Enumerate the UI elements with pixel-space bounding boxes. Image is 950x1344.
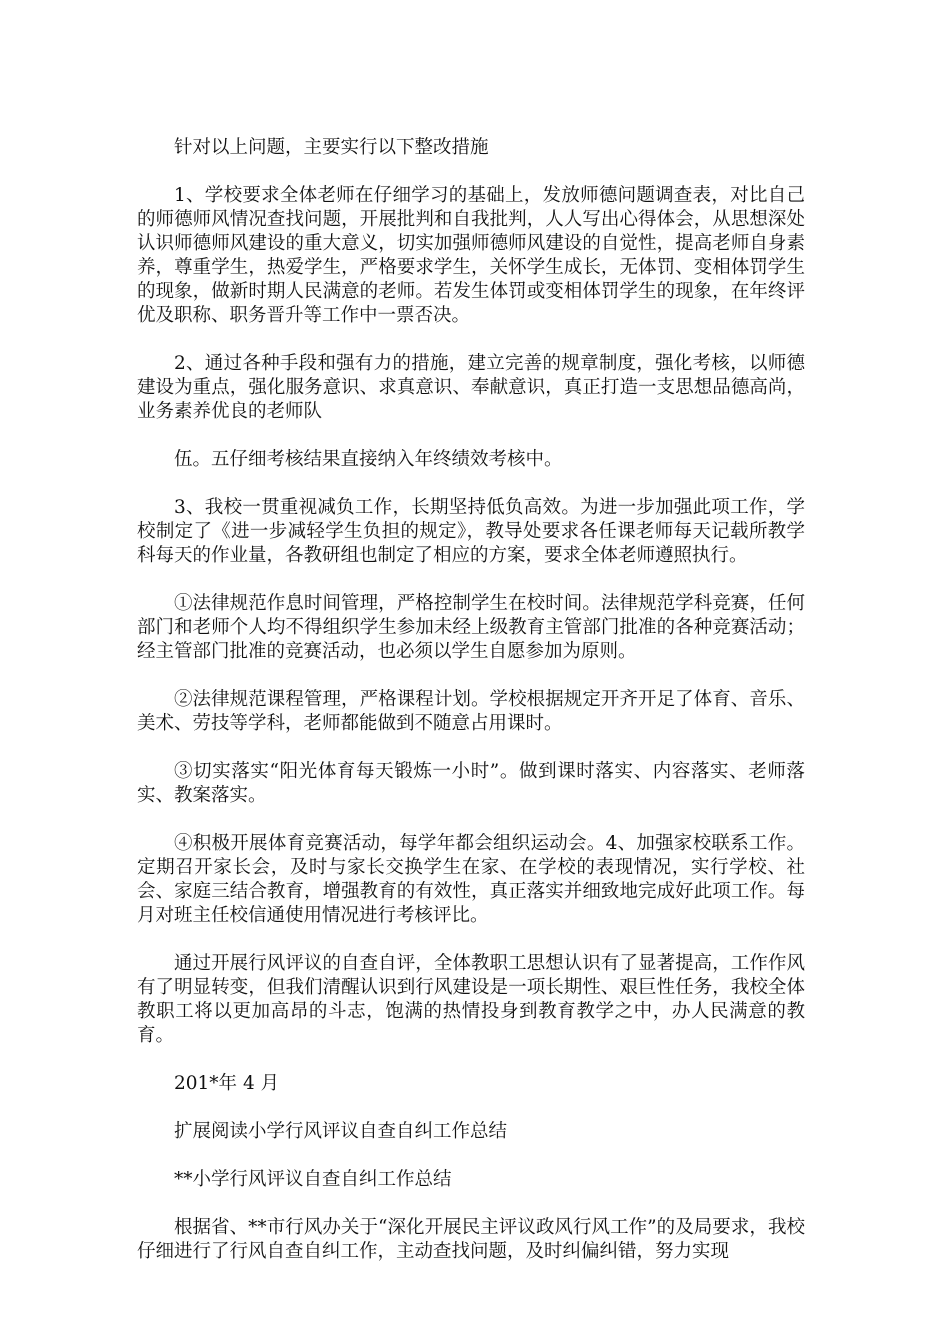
extended-reading-heading: 扩展阅读小学行风评议自查自纠工作总结 [174, 1121, 508, 1142]
paragraph-intro: 针对以上问题，主要实行以下整改措施 [174, 137, 489, 158]
paragraph-measure-2-continued: 伍。五仔细考核结果直接纳入年终绩效考核中。 [174, 449, 563, 470]
paragraph-measure-2: 2、通过各种手段和强有力的措施，建立完善的规章制度，强化考核，以师德建设为重点，强化服务意识、求真意识、奉献意识，真正打造一支思想品德高尚，业务素养优良的老师队 [137, 353, 805, 422]
paragraph-conclusion: 通过开展行风评议的自查自评，全体教职工思想认识有了显著提高，工作作风有了明显转变，但我们清醒认识到行风建设是一项长期性、艰巨性任务，我校全体教职工将以更加高昂的斗志，饱满的热情投身到教育教学之中，办人民满意的教育。 [137, 953, 805, 1046]
paragraph-item-4: ④积极开展体育竞赛活动，每学年都会组织运动会。4、加强家校联系工作。定期召开家长会，及时与家长交换学生在家、在学校的表现情况，实行学校、社会、家庭三结合教育，增强教育的有效性，真正落实并细致地完成好此项工作。每月对班主任校信通使用情况进行考核评比。 [137, 833, 805, 926]
paragraph-measure-3: 3、我校一贯重视减负工作，长期坚持低负高效。为进一步加强此项工作，学校制定了《进一步减轻学生负担的规定》，教导处要求各任课老师每天记载所教学科每天的作业量，各教研组也制定了相应的方案，要求全体老师遵照执行。 [137, 497, 805, 566]
document-body [137, 136, 805, 1288]
paragraph-summary-start: 根据省、**市行风办关于“深化开展民主评议政风行风工作”的及局要求，我校仔细进行了行风自查自纠工作，主动查找问题，及时纠偏纠错，努力实现 [137, 1217, 805, 1262]
paragraph-measure-1: 1、学校要求全体老师在仔细学习的基础上，发放师德问题调查表，对比自己的师德师风情况查找问题，开展批判和自我批判，人人写出心得体会，从思想深处认识师德师风建设的重大意义，切实加强师德师风建设的自觉性，提高老师自身素养，尊重学生，热爱学生，严格要求学生，关怀学生成长，无体罚、变相体罚学生的现象，做新时期人民满意的老师。若发生体罚或变相体罚学生的现象，在年终评优及职称、职务晋升等工作中一票否决。 [137, 185, 805, 326]
paragraph-item-3: ③切实落实“阳光体育每天锻炼一小时”。做到课时落实、内容落实、老师落实、教案落实。 [137, 761, 805, 806]
paragraph-item-1: ①法律规范作息时间管理，严格控制学生在校时间。法律规范学科竞赛，任何部门和老师个人均不得组织学生参加未经上级教育主管部门批准的各种竞赛活动；经主管部门批准的竞赛活动，也必须以学生自愿参加为原则。 [137, 593, 805, 662]
paragraph-item-2: ②法律规范课程管理，严格课程计划。学校根据规定开齐开足了体育、音乐、美术、劳技等学科，老师都能做到不随意占用课时。 [137, 689, 805, 734]
summary-title: **小学行风评议自查自纠工作总结 [174, 1169, 452, 1190]
document-date: 201*年 4 月 [174, 1073, 280, 1094]
